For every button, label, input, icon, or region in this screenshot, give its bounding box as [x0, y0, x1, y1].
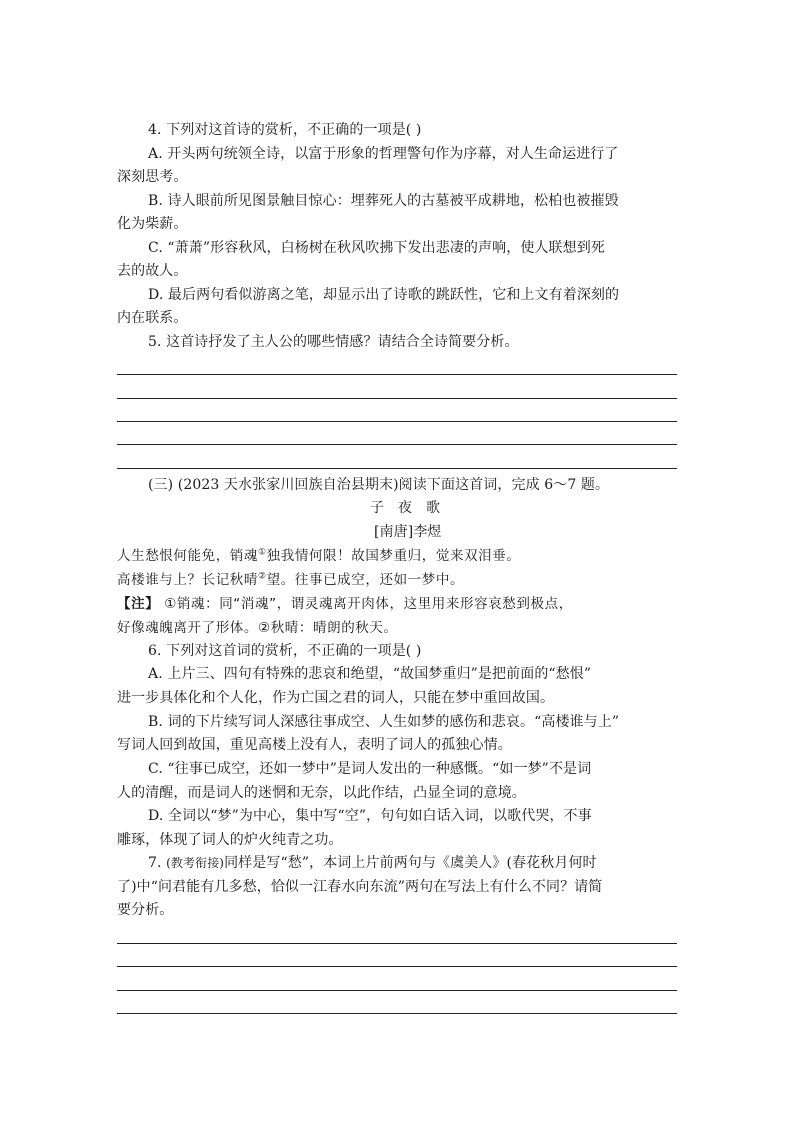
q6-option-a-line1: A. 上片三、四句有特殊的悲哀和绝望，“故国梦重归”是把前面的“愁恨” [148, 666, 592, 682]
q6-option-c-line1: C. “往事已成空，还如一梦中”是词人发出的一种感慨。“如一梦”不是词 [148, 761, 592, 777]
q4-option-a-line1: A. 开头两句统领全诗，以富于形象的哲理警句作为序幕，对人生命运进行了 [148, 146, 619, 162]
q4-option-b-line2: 化为柴薪。 [117, 216, 188, 232]
q4-option-c-line2: 去的故人。 [117, 263, 188, 279]
q6-option-a-line2: 进一步具体化和个人化，作为亡国之君的词人，只能在梦中重回故国。 [117, 690, 555, 706]
answer-line[interactable] [117, 398, 677, 399]
q4-stem: 4. 下列对这首诗的赏析，不正确的一项是( ) [148, 122, 422, 138]
poem-author: [南唐]李煜 [374, 524, 442, 540]
footnote-marker-1: ① [258, 547, 267, 558]
q4-option-a-line2: 深刻思考。 [117, 169, 188, 185]
q7-stem-line1: 7. (教考衔接)同样是写“愁”，本词上片前两句与《虞美人》(春花秋月何时 [148, 855, 597, 871]
section3-intro: (三) (2023 天水张家川回族自治县期末)阅读下面这首词，完成 6～7 题。 [148, 477, 610, 493]
poem-note-line-1: 【注】 ①销魂：同“消魂”，谓灵魂离开肉体，这里用来形容哀愁到极点， [117, 596, 573, 612]
q4-option-d-line2: 内在联系。 [117, 310, 188, 326]
q4-option-c-line1: C. “萧萧”形容秋风，白杨树在秋风吹拂下发出悲凄的声响，使人联想到死 [148, 240, 605, 256]
answer-line[interactable] [117, 966, 677, 967]
answer-line[interactable] [117, 1013, 677, 1014]
answer-line[interactable] [117, 468, 677, 469]
q6-option-b-line1: B. 词的下片续写词人深感往事成空、人生如梦的感伤和悲哀。“高楼谁与上” [148, 714, 620, 730]
q7-stem-line2: 了)中“问君能有几多愁，恰似一江春水向东流”两句在写法上有什么不同？请简 [117, 879, 603, 895]
q6-stem: 6. 下列对这首词的赏析，不正确的一项是( ) [148, 643, 422, 659]
answer-line[interactable] [117, 943, 677, 944]
q6-option-c-line2: 人的清醒，而是词人的迷惘和无奈，以此作结，凸显全词的意境。 [117, 785, 526, 801]
q6-option-d-line2: 雕琢，体现了词人的炉火纯青之功。 [117, 832, 343, 848]
poem-note-line-2: 好像魂魄离开了形体。②秋晴：晴朗的秋天。 [117, 620, 398, 636]
answer-line[interactable] [117, 421, 677, 422]
answer-line[interactable] [117, 374, 677, 375]
answer-line[interactable] [117, 444, 677, 445]
q5-stem: 5. 这首诗抒发了主人公的哪些情感？请结合全诗简要分析。 [148, 334, 519, 350]
answer-line[interactable] [117, 990, 677, 991]
q4-option-d-line1: D. 最后两句看似游离之笔，却显示出了诗歌的跳跃性，它和上文有着深刻的 [148, 287, 620, 303]
q6-option-b-line2: 写词人回到故国，重见高楼上没有人，表明了词人的孤独心情。 [117, 737, 512, 753]
q7-tag: (教考衔接) [166, 856, 225, 870]
q7-stem-line3: 要分析。 [117, 902, 174, 918]
q6-option-d-line1: D. 全词以“梦”为中心，集中写“空”，句句如白话入词，以歌代哭，不事 [148, 808, 592, 824]
poem-line-2: 高楼谁与上？长记秋晴②望。往事已成空，还如一梦中。 [117, 571, 465, 588]
q4-option-b-line1: B. 诗人眼前所见图景触目惊心：埋葬死人的古墓被平成耕地，松柏也被摧毁 [148, 193, 619, 209]
note-label: 【注】 [117, 596, 160, 612]
poem-title: 子夜歌 [370, 500, 454, 516]
footnote-marker-2: ② [258, 571, 267, 582]
poem-line-1: 人生愁恨何能免，销魂①独我情何限！故国梦重归，觉来双泪垂。 [117, 547, 521, 564]
